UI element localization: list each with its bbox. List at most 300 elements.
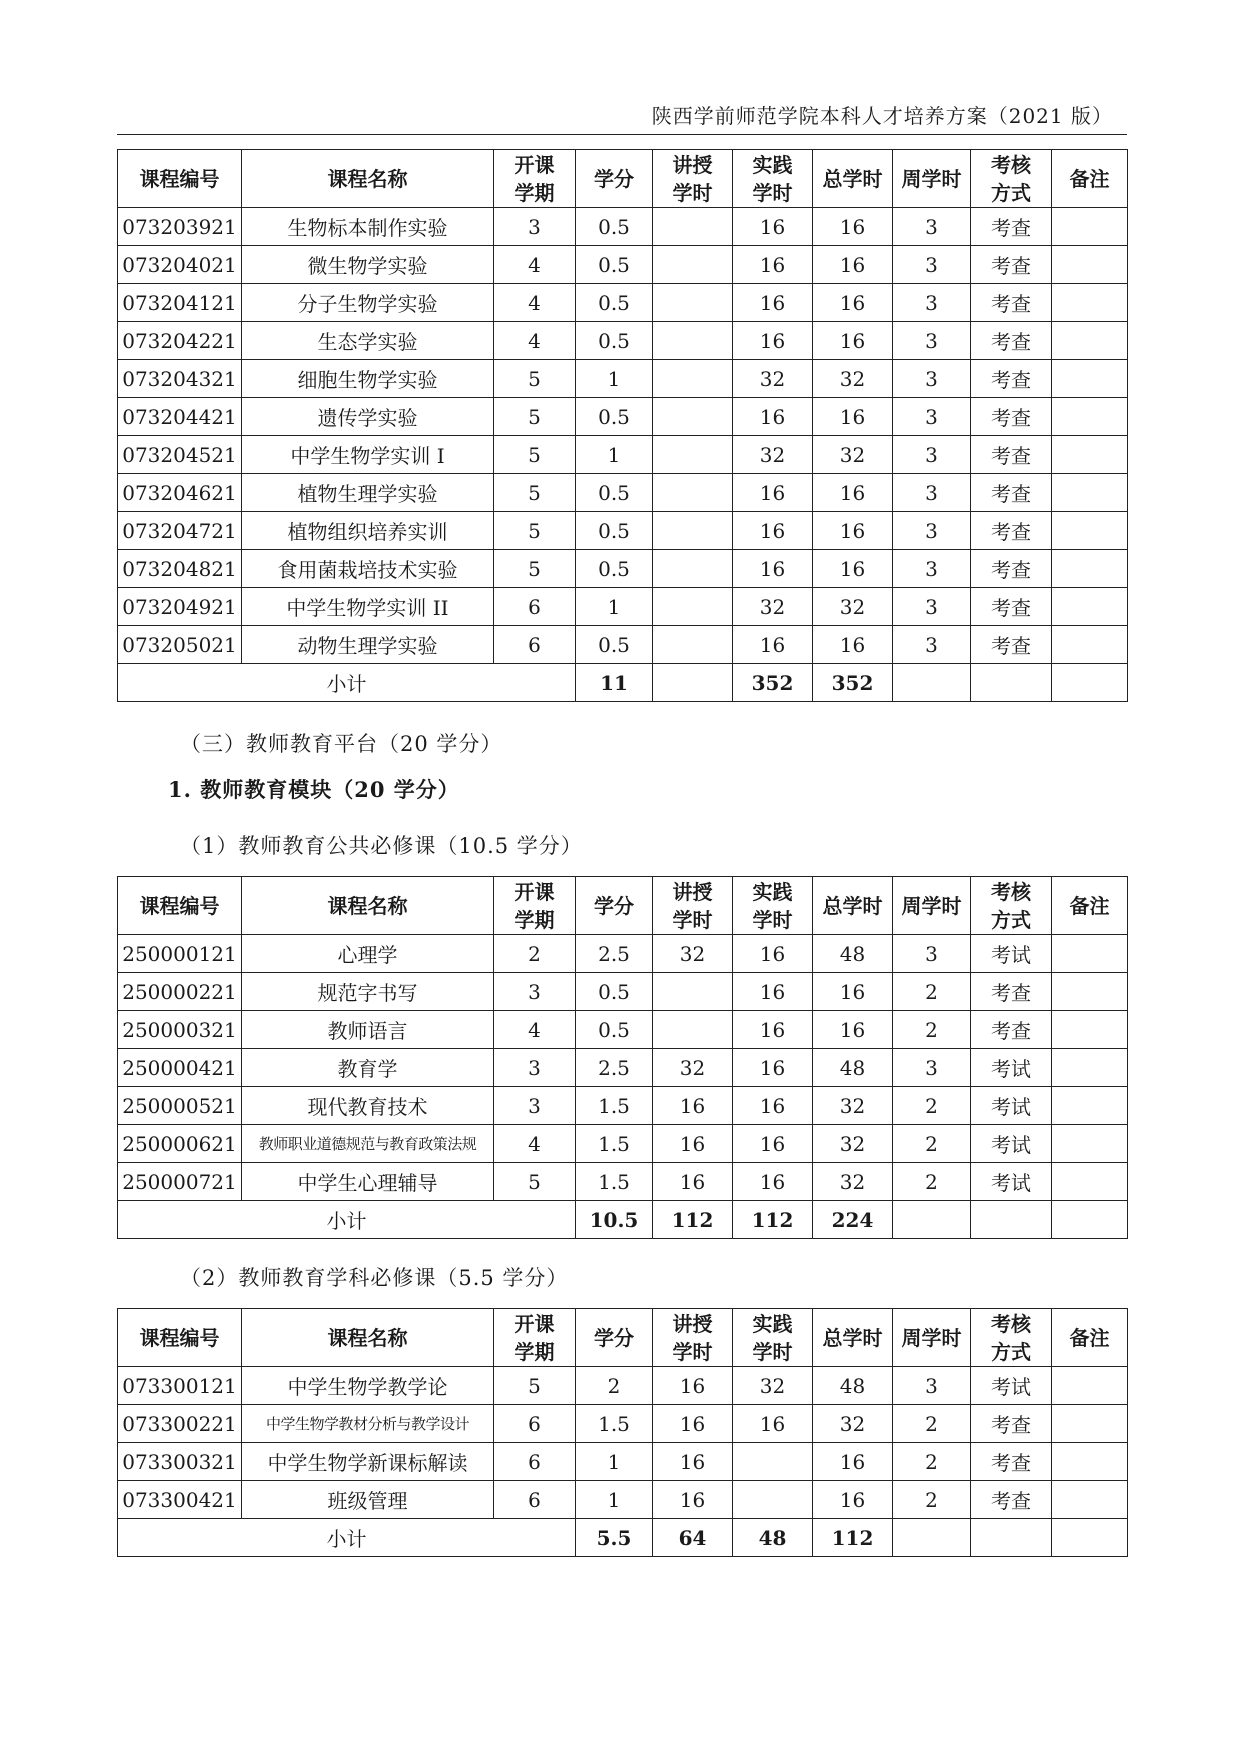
cell-assess: 考试 (971, 1049, 1052, 1087)
cell-weekly: 2 (893, 1125, 971, 1163)
table-row (118, 1163, 1128, 1201)
cell-semester: 2 (494, 935, 576, 973)
cell-name: 植物组织培养实训 (242, 512, 494, 550)
cell-notes (1052, 360, 1128, 398)
table-row (118, 436, 1128, 474)
column-header-lecture-line: 学时 (672, 180, 713, 205)
cell-weekly: 2 (893, 1481, 971, 1519)
cell-weekly: 2 (893, 1405, 971, 1443)
column-header-lecture-line: 讲授 (672, 1311, 713, 1336)
cell-credits: 0.5 (576, 322, 653, 360)
cell-practice: 16 (733, 973, 813, 1011)
cell-credits: 1 (576, 1481, 653, 1519)
cell-notes (1052, 1443, 1128, 1481)
cell-semester: 5 (494, 512, 576, 550)
cell-lecture: 16 (653, 1087, 733, 1125)
cell-name: 教师职业道德规范与教育政策法规 (242, 1125, 494, 1163)
cell-semester: 4 (494, 284, 576, 322)
cell-lecture: 16 (653, 1443, 733, 1481)
cell-total: 16 (813, 550, 893, 588)
cell-semester: 6 (494, 1481, 576, 1519)
cell-assess: 考查 (971, 1011, 1052, 1049)
cell-weekly: 2 (893, 1163, 971, 1201)
cell-practice: 16 (733, 935, 813, 973)
subtotal-empty-cell (1052, 664, 1128, 702)
cell-practice: 16 (733, 1011, 813, 1049)
cell-credits: 2 (576, 1367, 653, 1405)
cell-weekly: 3 (893, 436, 971, 474)
cell-assess: 考查 (971, 973, 1052, 1011)
cell-name: 中学生物学教材分析与教学设计 (242, 1405, 494, 1443)
cell-credits: 0.5 (576, 1011, 653, 1049)
cell-credits: 2.5 (576, 1049, 653, 1087)
cell-credits: 0.5 (576, 550, 653, 588)
cell-credits: 0.5 (576, 626, 653, 664)
cell-code: 073300121 (118, 1367, 242, 1405)
cell-lecture: 16 (653, 1367, 733, 1405)
cell-notes (1052, 588, 1128, 626)
cell-credits: 0.5 (576, 973, 653, 1011)
column-header-lecture-line: 学时 (672, 1339, 713, 1364)
column-header-practice-line: 学时 (752, 180, 793, 205)
cell-name: 规范字书写 (242, 973, 494, 1011)
column-header-lecture-line: 讲授 (672, 152, 713, 177)
cell-lecture (653, 973, 733, 1011)
cell-total: 16 (813, 1443, 893, 1481)
cell-code: 073300421 (118, 1481, 242, 1519)
cell-lecture (653, 588, 733, 626)
cell-lecture (653, 626, 733, 664)
cell-lecture: 16 (653, 1481, 733, 1519)
cell-lecture (653, 208, 733, 246)
column-header-weekly: 周学时 (893, 1309, 971, 1367)
cell-total: 32 (813, 436, 893, 474)
subtotal-empty-cell (1052, 1201, 1128, 1239)
cell-name: 生态学实验 (242, 322, 494, 360)
cell-code: 073204721 (118, 512, 242, 550)
cell-semester: 5 (494, 550, 576, 588)
table-row (118, 1087, 1128, 1125)
cell-practice: 32 (733, 360, 813, 398)
cell-practice: 32 (733, 588, 813, 626)
table-row (118, 973, 1128, 1011)
column-header-weekly: 周学时 (893, 150, 971, 208)
cell-weekly: 3 (893, 322, 971, 360)
course-table-subject-required (117, 1308, 1128, 1557)
cell-practice: 16 (733, 1163, 813, 1201)
cell-lecture (653, 284, 733, 322)
column-header-practice-line: 学时 (752, 1339, 793, 1364)
cell-code: 073204421 (118, 398, 242, 436)
course-table-public-required (117, 876, 1128, 1239)
cell-assess: 考查 (971, 360, 1052, 398)
cell-assess: 考查 (971, 1481, 1052, 1519)
cell-name: 教育学 (242, 1049, 494, 1087)
subtotal-total: 224 (813, 1201, 893, 1239)
cell-assess: 考查 (971, 436, 1052, 474)
cell-assess: 考试 (971, 935, 1052, 973)
cell-notes (1052, 1481, 1128, 1519)
cell-credits: 1.5 (576, 1405, 653, 1443)
cell-semester: 4 (494, 1125, 576, 1163)
table-row (118, 1367, 1128, 1405)
cell-credits: 0.5 (576, 284, 653, 322)
cell-total: 16 (813, 322, 893, 360)
cell-practice: 16 (733, 512, 813, 550)
column-header-practice-line: 实践 (752, 1311, 793, 1336)
table-row (118, 398, 1128, 436)
cell-practice: 16 (733, 246, 813, 284)
cell-assess: 考试 (971, 1163, 1052, 1201)
cell-total: 16 (813, 512, 893, 550)
cell-weekly: 3 (893, 550, 971, 588)
cell-notes (1052, 1125, 1128, 1163)
column-header-lecture-line: 学时 (672, 907, 713, 932)
cell-weekly: 3 (893, 474, 971, 512)
cell-credits: 0.5 (576, 474, 653, 512)
cell-lecture (653, 550, 733, 588)
cell-name: 生物标本制作实验 (242, 208, 494, 246)
cell-practice: 16 (733, 398, 813, 436)
cell-practice: 16 (733, 208, 813, 246)
cell-notes (1052, 246, 1128, 284)
cell-total: 16 (813, 1011, 893, 1049)
cell-notes (1052, 1367, 1128, 1405)
cell-credits: 1.5 (576, 1087, 653, 1125)
cell-credits: 1 (576, 1443, 653, 1481)
column-header-credits: 学分 (576, 1309, 653, 1367)
cell-weekly: 2 (893, 973, 971, 1011)
cell-weekly: 3 (893, 360, 971, 398)
cell-assess: 考试 (971, 1125, 1052, 1163)
cell-practice: 16 (733, 626, 813, 664)
cell-notes (1052, 208, 1128, 246)
cell-notes (1052, 474, 1128, 512)
cell-credits: 1.5 (576, 1163, 653, 1201)
cell-weekly: 3 (893, 935, 971, 973)
table-row (118, 474, 1128, 512)
cell-semester: 5 (494, 398, 576, 436)
cell-weekly: 3 (893, 1367, 971, 1405)
cell-practice: 16 (733, 1405, 813, 1443)
cell-total: 16 (813, 246, 893, 284)
cell-semester: 4 (494, 322, 576, 360)
subtotal-credits: 11 (576, 664, 653, 702)
subtotal-label: 小计 (118, 1201, 576, 1239)
subtotal-label: 小计 (118, 1519, 576, 1557)
cell-practice (733, 1443, 813, 1481)
table-row (118, 208, 1128, 246)
cell-code: 073300221 (118, 1405, 242, 1443)
cell-notes (1052, 398, 1128, 436)
cell-assess: 考试 (971, 1087, 1052, 1125)
table-row (118, 1049, 1128, 1087)
cell-weekly: 3 (893, 398, 971, 436)
cell-lecture: 16 (653, 1125, 733, 1163)
cell-name: 遗传学实验 (242, 398, 494, 436)
cell-total: 48 (813, 935, 893, 973)
column-header-notes: 备注 (1052, 877, 1128, 935)
cell-semester: 5 (494, 1163, 576, 1201)
cell-lecture (653, 398, 733, 436)
section-heading-subject: （2）教师教育学科必修课（5.5 学分） (180, 1266, 569, 1290)
column-header-total: 总学时 (813, 150, 893, 208)
cell-semester: 6 (494, 626, 576, 664)
column-header-semester-line: 开课 (514, 152, 555, 177)
table-row (118, 322, 1128, 360)
cell-notes (1052, 512, 1128, 550)
cell-total: 16 (813, 208, 893, 246)
cell-code: 250000521 (118, 1087, 242, 1125)
column-header-code: 课程编号 (118, 150, 242, 208)
cell-assess: 考查 (971, 284, 1052, 322)
cell-notes (1052, 550, 1128, 588)
column-header-practice (733, 1309, 813, 1367)
cell-practice: 16 (733, 474, 813, 512)
cell-notes (1052, 436, 1128, 474)
subtotal-label: 小计 (118, 664, 576, 702)
column-header-practice-line: 实践 (752, 152, 793, 177)
cell-assess: 考查 (971, 626, 1052, 664)
column-header-lecture-line: 讲授 (672, 879, 713, 904)
table-row (118, 588, 1128, 626)
cell-name: 心理学 (242, 935, 494, 973)
cell-assess: 考试 (971, 1367, 1052, 1405)
cell-code: 073204521 (118, 436, 242, 474)
cell-assess: 考查 (971, 550, 1052, 588)
cell-lecture (653, 1011, 733, 1049)
subtotal-total: 112 (813, 1519, 893, 1557)
cell-code: 250000621 (118, 1125, 242, 1163)
column-header-name: 课程名称 (242, 877, 494, 935)
cell-weekly: 2 (893, 1443, 971, 1481)
column-header-total: 总学时 (813, 1309, 893, 1367)
column-header-assess-line: 考核 (991, 879, 1031, 904)
page-header-title: 陕西学前师范学院本科人才培养方案（2021 版） (651, 104, 1113, 128)
cell-notes (1052, 284, 1128, 322)
section-heading-public: （1）教师教育公共必修课（10.5 学分） (180, 834, 583, 858)
section-heading-platform: （三）教师教育平台（20 学分） (180, 732, 503, 756)
subtotal-lecture: 64 (653, 1519, 733, 1557)
table-row (118, 284, 1128, 322)
cell-credits: 1 (576, 588, 653, 626)
cell-code: 073204921 (118, 588, 242, 626)
cell-semester: 3 (494, 1087, 576, 1125)
cell-assess: 考查 (971, 322, 1052, 360)
cell-name: 植物生理学实验 (242, 474, 494, 512)
cell-assess: 考查 (971, 1405, 1052, 1443)
cell-assess: 考查 (971, 208, 1052, 246)
column-header-lecture (653, 150, 733, 208)
column-header-notes: 备注 (1052, 150, 1128, 208)
cell-lecture (653, 474, 733, 512)
cell-semester: 6 (494, 1443, 576, 1481)
cell-weekly: 3 (893, 1049, 971, 1087)
cell-assess: 考查 (971, 588, 1052, 626)
column-header-semester-line: 学期 (514, 1339, 555, 1364)
column-header-code: 课程编号 (118, 1309, 242, 1367)
course-table-professional-lab (117, 149, 1128, 702)
cell-weekly: 3 (893, 284, 971, 322)
cell-total: 32 (813, 1405, 893, 1443)
section-heading-module: 1. 教师教育模块（20 学分） (168, 777, 460, 802)
table-row (118, 512, 1128, 550)
cell-weekly: 3 (893, 512, 971, 550)
table-row (118, 550, 1128, 588)
cell-code: 250000321 (118, 1011, 242, 1049)
column-header-weekly: 周学时 (893, 877, 971, 935)
cell-code: 250000721 (118, 1163, 242, 1201)
cell-semester: 3 (494, 973, 576, 1011)
table-header-row (118, 150, 1128, 208)
cell-name: 动物生理学实验 (242, 626, 494, 664)
column-header-assess-line: 考核 (991, 152, 1031, 177)
subtotal-empty-cell (893, 664, 971, 702)
cell-practice: 16 (733, 284, 813, 322)
subtotal-lecture (653, 664, 733, 702)
column-header-semester-line: 开课 (514, 879, 555, 904)
cell-weekly: 2 (893, 1087, 971, 1125)
cell-total: 48 (813, 1049, 893, 1087)
cell-code: 250000421 (118, 1049, 242, 1087)
subtotal-practice: 112 (733, 1201, 813, 1239)
cell-lecture: 32 (653, 935, 733, 973)
column-header-semester (494, 1309, 576, 1367)
column-header-name: 课程名称 (242, 1309, 494, 1367)
column-header-credits: 学分 (576, 150, 653, 208)
cell-weekly: 3 (893, 626, 971, 664)
column-header-total: 总学时 (813, 877, 893, 935)
cell-total: 32 (813, 588, 893, 626)
subtotal-empty-cell (971, 664, 1052, 702)
cell-semester: 5 (494, 436, 576, 474)
cell-total: 16 (813, 626, 893, 664)
cell-notes (1052, 322, 1128, 360)
cell-code: 250000121 (118, 935, 242, 973)
cell-credits: 0.5 (576, 512, 653, 550)
column-header-assess-line: 方式 (991, 180, 1031, 205)
cell-semester: 3 (494, 208, 576, 246)
cell-lecture: 16 (653, 1163, 733, 1201)
cell-total: 16 (813, 398, 893, 436)
table-row (118, 626, 1128, 664)
cell-credits: 2.5 (576, 935, 653, 973)
cell-practice: 32 (733, 436, 813, 474)
cell-name: 班级管理 (242, 1481, 494, 1519)
subtotal-empty-cell (971, 1201, 1052, 1239)
cell-lecture (653, 360, 733, 398)
header-divider (117, 134, 1127, 135)
table-row (118, 1011, 1128, 1049)
cell-practice: 16 (733, 1049, 813, 1087)
subtotal-credits: 5.5 (576, 1519, 653, 1557)
cell-credits: 0.5 (576, 208, 653, 246)
cell-name: 中学生物学新课标解读 (242, 1443, 494, 1481)
table-row (118, 1125, 1128, 1163)
cell-semester: 4 (494, 246, 576, 284)
cell-practice: 16 (733, 322, 813, 360)
cell-credits: 0.5 (576, 398, 653, 436)
column-header-semester-line: 学期 (514, 180, 555, 205)
cell-name: 中学生物学实训 I (242, 436, 494, 474)
cell-notes (1052, 935, 1128, 973)
cell-assess: 考查 (971, 246, 1052, 284)
subtotal-empty-cell (893, 1519, 971, 1557)
cell-name: 中学生心理辅导 (242, 1163, 494, 1201)
subtotal-practice: 48 (733, 1519, 813, 1557)
cell-credits: 1 (576, 436, 653, 474)
table-row (118, 935, 1128, 973)
cell-name: 教师语言 (242, 1011, 494, 1049)
cell-notes (1052, 1011, 1128, 1049)
cell-practice: 16 (733, 1087, 813, 1125)
column-header-practice-line: 学时 (752, 907, 793, 932)
cell-total: 32 (813, 360, 893, 398)
cell-semester: 6 (494, 588, 576, 626)
cell-lecture (653, 246, 733, 284)
cell-semester: 5 (494, 474, 576, 512)
cell-code: 073204321 (118, 360, 242, 398)
cell-code: 250000221 (118, 973, 242, 1011)
cell-weekly: 3 (893, 208, 971, 246)
column-header-notes: 备注 (1052, 1309, 1128, 1367)
cell-code: 073203921 (118, 208, 242, 246)
cell-assess: 考查 (971, 398, 1052, 436)
cell-total: 32 (813, 1125, 893, 1163)
cell-name: 食用菌栽培技术实验 (242, 550, 494, 588)
cell-notes (1052, 1049, 1128, 1087)
subtotal-empty-cell (971, 1519, 1052, 1557)
cell-code: 073204121 (118, 284, 242, 322)
cell-name: 中学生物学实训 II (242, 588, 494, 626)
column-header-semester-line: 学期 (514, 907, 555, 932)
cell-lecture: 32 (653, 1049, 733, 1087)
cell-total: 16 (813, 1481, 893, 1519)
column-header-assess (971, 1309, 1052, 1367)
cell-weekly: 3 (893, 246, 971, 284)
column-header-assess-line: 方式 (991, 907, 1031, 932)
cell-code: 073205021 (118, 626, 242, 664)
cell-semester: 5 (494, 1367, 576, 1405)
cell-assess: 考查 (971, 474, 1052, 512)
column-header-code: 课程编号 (118, 877, 242, 935)
column-header-practice-line: 实践 (752, 879, 793, 904)
subtotal-credits: 10.5 (576, 1201, 653, 1239)
cell-practice: 16 (733, 550, 813, 588)
column-header-semester-line: 开课 (514, 1311, 555, 1336)
cell-total: 16 (813, 973, 893, 1011)
cell-notes (1052, 1405, 1128, 1443)
cell-practice (733, 1481, 813, 1519)
cell-weekly: 3 (893, 588, 971, 626)
column-header-semester (494, 877, 576, 935)
cell-notes (1052, 1087, 1128, 1125)
cell-name: 中学生物学教学论 (242, 1367, 494, 1405)
column-header-practice (733, 877, 813, 935)
cell-code: 073204221 (118, 322, 242, 360)
subtotal-total: 352 (813, 664, 893, 702)
cell-semester: 4 (494, 1011, 576, 1049)
subtotal-empty-cell (1052, 1519, 1128, 1557)
cell-notes (1052, 973, 1128, 1011)
table-row (118, 246, 1128, 284)
table-header-row (118, 877, 1128, 935)
subtotal-practice: 352 (733, 664, 813, 702)
cell-notes (1052, 1163, 1128, 1201)
cell-credits: 1 (576, 360, 653, 398)
cell-total: 16 (813, 474, 893, 512)
cell-assess: 考查 (971, 1443, 1052, 1481)
